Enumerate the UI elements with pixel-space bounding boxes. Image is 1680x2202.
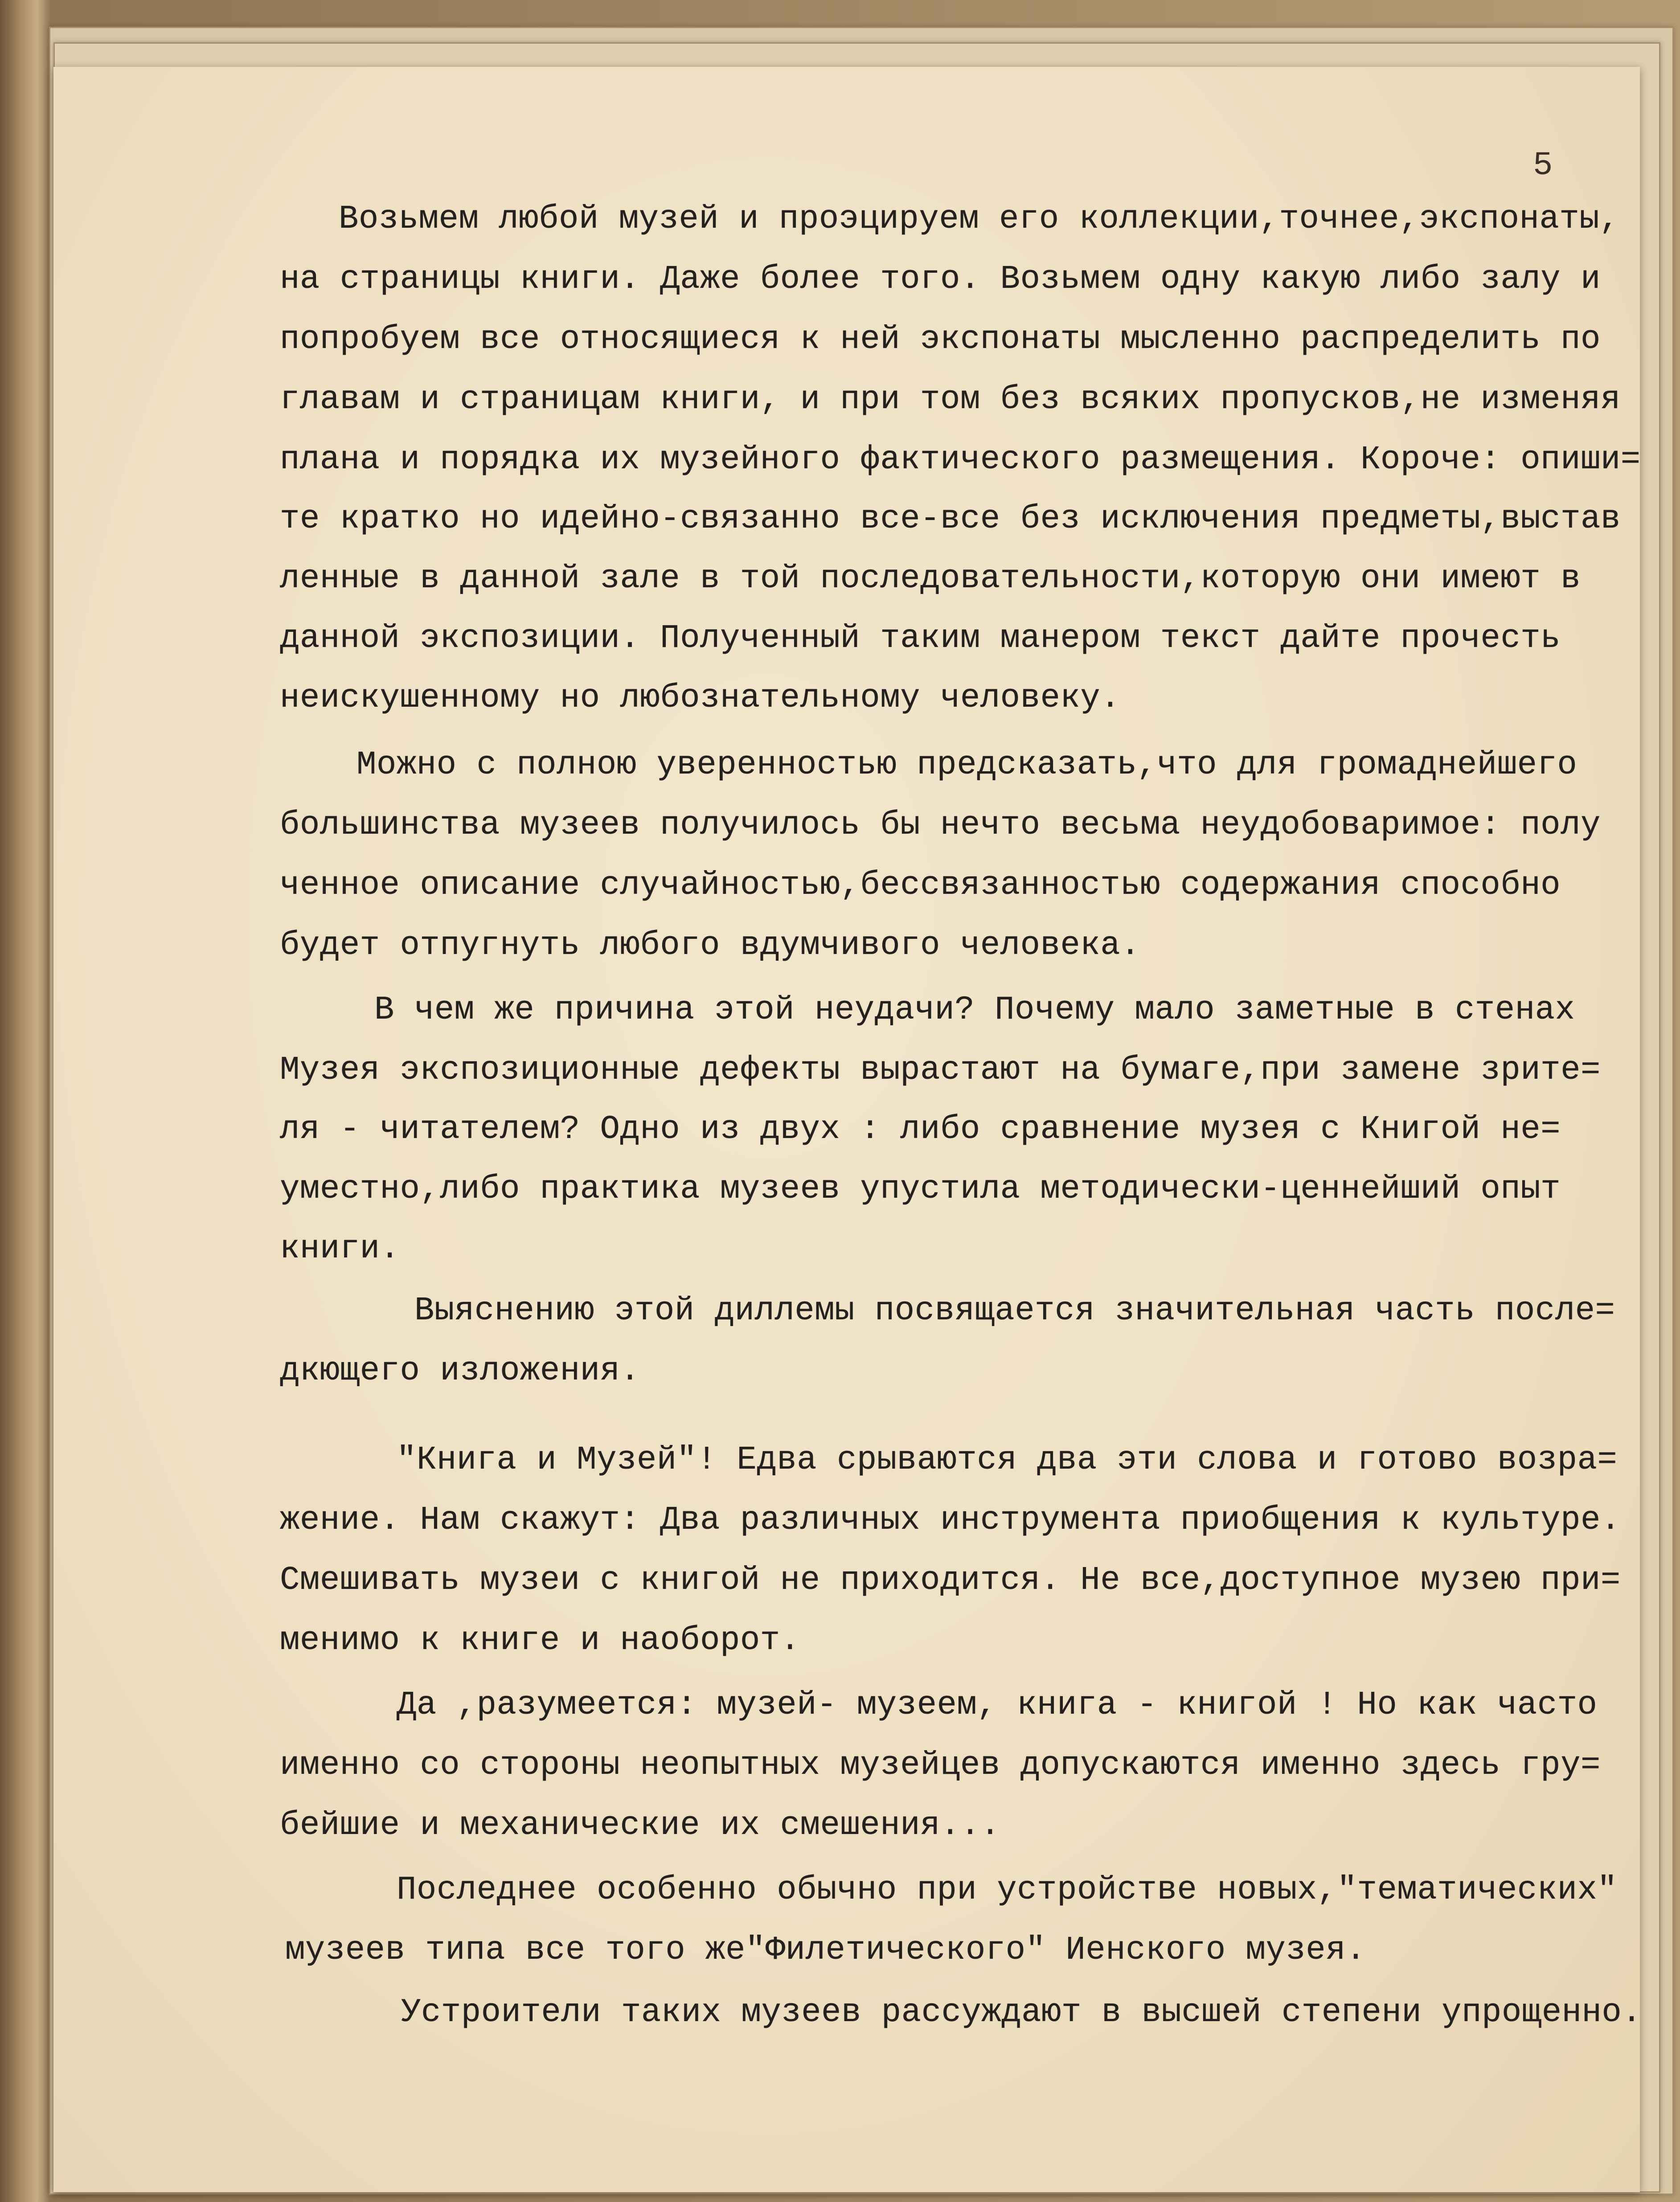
text-line: неискушенному но любознательному человеку. [280,679,1121,717]
text-line: большинства музеев получилось бы нечто весьма неудобоваримое: полу [280,806,1601,844]
text-line: те кратко но идейно-связанно все-все без исключения предметы,выстав [280,500,1621,538]
text-line: ченное описание случайностью,бессвязанностью содержания способно [280,867,1561,904]
text-line: Да ,разумеется: музей- музеем, книга - книгой ! Но как часто [397,1686,1598,1724]
text-line: Музея экспозиционные дефекты вырастают на бумаге,при замене зрите= [280,1052,1601,1089]
text-line: Можно с полною уверенностью предсказать,что для громаднейшего [356,746,1578,784]
text-line: будет отпугнуть любого вдумчивого человека. [280,927,1141,964]
text-line: Выяснению этой диллемы посвящается значительная часть после= [414,1292,1615,1330]
text-line: "Книга и Музей"! Едва срываются два эти слова и готово возра= [397,1441,1618,1479]
text-line: книги. [280,1230,400,1268]
text-line: музеев типа все того же"Филетического" Иенского музея. [285,1932,1366,1969]
text-line: дкющего изложения. [280,1352,640,1390]
text-line: Возьмем любой музей и проэцируем его коллекции,точнее,экспонаты, [339,201,1620,238]
text-line: Последнее особенно обычно при устройстве новых,"тематических" [397,1871,1618,1909]
text-line: именно со стороны неопытных музейцев допускаются именно здесь гру= [280,1747,1601,1784]
text-line: ля - читателем? Одно из двух : либо сравнение музея с Книгой не= [280,1111,1561,1148]
text-line: менимо к книге и наоборот. [280,1622,800,1659]
text-line: Устроители таких музеев рассуждают в высшей степени упрощенно. [401,1994,1642,2031]
text-line: на страницы книги. Даже более того. Возьмем одну какую либо залу и [280,261,1601,298]
text-line: ленные в данной зале в той последовательности,которую они имеют в [280,560,1581,598]
text-line: данной экспозиции. Полученный таким манером текст дайте прочесть [280,620,1561,657]
page-number: 5 [1533,147,1553,184]
text-line: жение. Нам скажут: Два различных инструмента приобщения к культуре. [280,1502,1621,1539]
text-line: плана и порядка их музейного фактического размещения. Короче: опиши= [280,441,1641,479]
text-line: В чем же причина этой неудачи? Почему мало заметные в стенах [374,991,1575,1029]
text-line: бейшие и механические их смешения... [280,1807,1000,1844]
text-line: главам и страницам книги, и при том без всяких пропусков,не изменяя [280,381,1621,418]
text-line: уместно,либо практика музеев упустила методически-ценнейший опыт [280,1171,1561,1208]
text-line: попробуем все относящиеся к ней экспонаты мысленно распределить по [280,321,1601,358]
text-line: Смешивать музеи с книгой не приходится. Не все,доступное музею при= [280,1562,1621,1599]
